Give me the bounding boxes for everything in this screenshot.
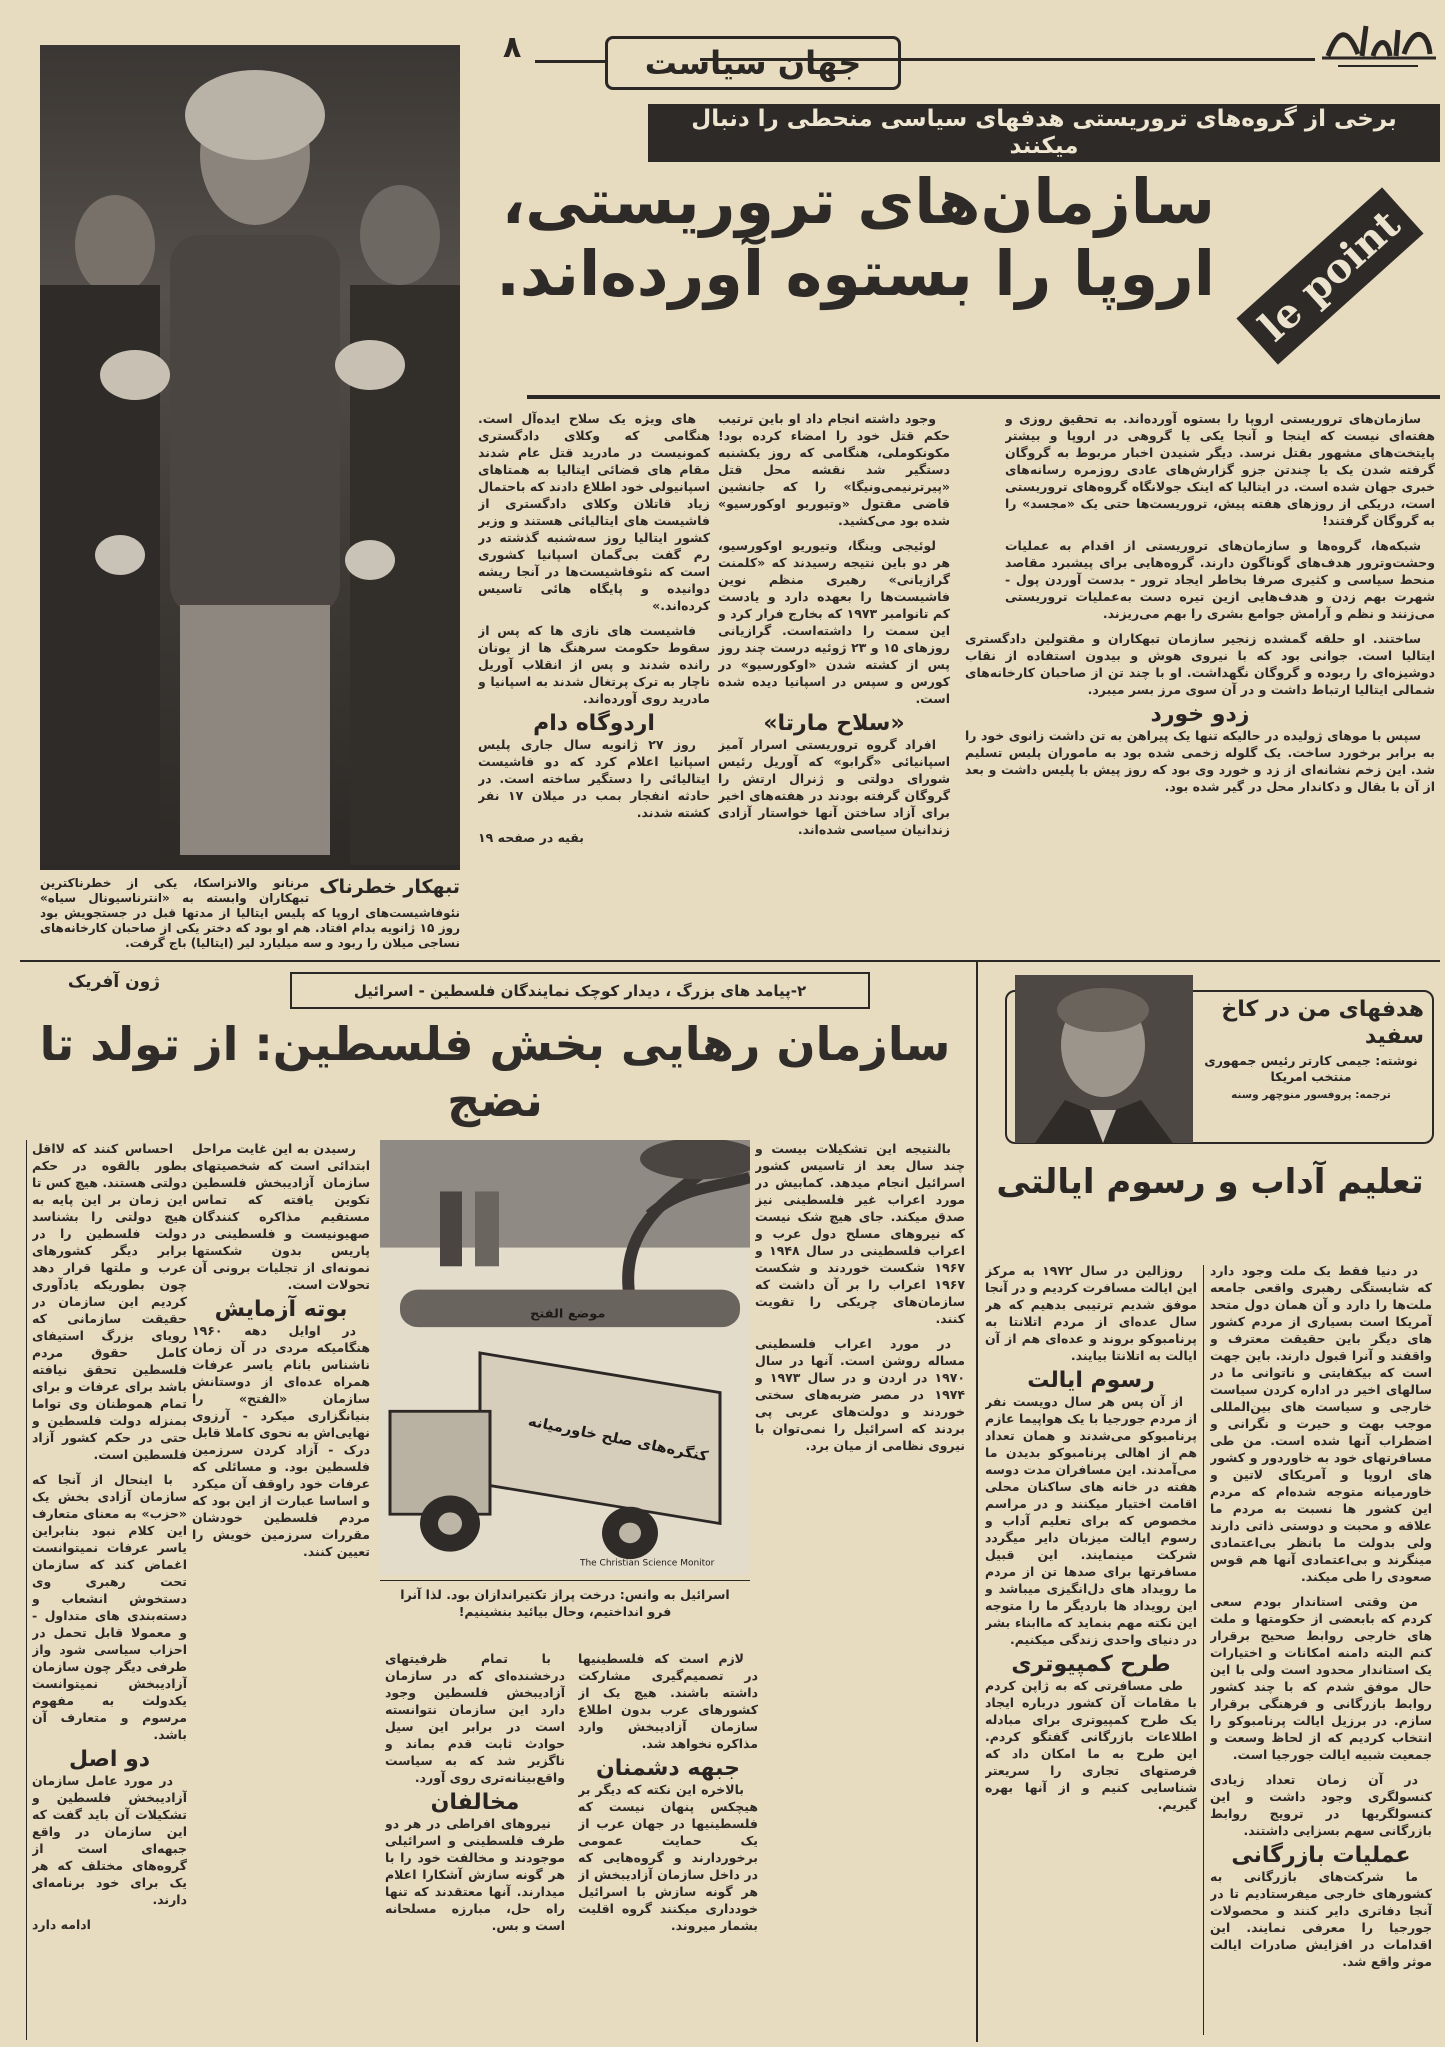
- section-title: جهان سیاست: [644, 44, 862, 82]
- body-paragraph: ما شرکت‌های بازرگانی به کشورهای خارجی میفرستادیم تا در آنجا دفاتری دایر کنند و محصولات جورجیا را معرفی نمایند. این اقدامات در افزایش صادرات ایالت موثر واقع شد.: [1210, 1869, 1432, 1969]
- main-headline-line2: اروپا را بستوه آورده‌اند.: [496, 237, 1215, 310]
- carter-headline: تعلیم آداب و رسوم ایالتی: [996, 1162, 1424, 1202]
- body-paragraph: رسیدن به این غایت مراحل ابتدائی است که شخصیتهای سازمان آزادیبخش فلسطین تکوین یافته که تماس مستقیم مذاکره کنندگان صهیونیست و فلسطینی در پاریس بدون شکستها نمونه‌ای از تجلیات برونی آن تحولات است.: [192, 1141, 370, 1292]
- lead-photo: [40, 45, 460, 870]
- top-column-1: [478, 410, 710, 950]
- photo-caption-title: تبهکار خطرناک: [319, 876, 460, 898]
- photo-caption: [40, 876, 460, 951]
- carter-title-stack: [1198, 996, 1424, 1102]
- body-paragraph: در اوایل دهه ۱۹۶۰ هنگامیکه مردی در آن زمان ناشناس بانام یاسر عرفات همراه عده‌ای از دوستانش سازمان «الفتح» را بنیانگزاری میکرد - آرزوی نهایی‌اش به نحوی کاملا قابل درک - آزاد کردن سرزمین فلسطین بود. و مسائلی که عرفات خود راوقف آن میکرد و اساسا عبارت از این بود که مردم فلسطین خودشان مقررات سرزمین خویش را تعیین کنند.: [192, 1323, 370, 1559]
- carter-column-right: [1210, 1262, 1432, 2042]
- body-paragraph: در آن زمان تعداد زیادی کنسولگری وجود داشت و این کنسولگریها در ترویج روابط بازرگانی سهم بسزایی داشتند.: [1210, 1772, 1432, 1838]
- kicker-text: برخی از گروه‌های تروریستی هدفهای سیاسی منحطی را دنبال میکنند: [691, 106, 1397, 159]
- top-column-4: [1005, 410, 1435, 625]
- body-paragraph: من وقتی استاندار بودم سعی کردم که بابعضی از حکومتها و ملت های خارجی روابط صحیح برقرار کنم البته دامنه امکانات و اختیارات یک استاندار محدود است ولی با این حال موفق شدم که با چند کشور روابط بازرگانی و فرهنگی برقرار سازم. در برزیل ایالت پرنامبوکو را انتخاب کردیم که از لحاظ وسعت و جمعیت شبیه ایالت جورجیا است.: [1210, 1594, 1432, 1762]
- carter-byline: نوشته: جیمی کارتر رئیس جمهوری منتخب امریکا: [1204, 1053, 1418, 1084]
- carter-box-title: هدفهای من در کاخ سفید: [1221, 997, 1424, 1049]
- headline-rule: [527, 395, 1440, 399]
- cartoon-credit: The Christian Science Monitor: [580, 1558, 715, 1569]
- subheading-computer-plan: طرح کمپیوتری: [1011, 1652, 1171, 1677]
- to-be-continued: ادامه دارد: [32, 1917, 91, 1932]
- body-paragraph: افراد گروه تروریستی اسرار آمیز اسپانیائی «گرابو» که آوریل رئیس شورای دولتی و ژنرال ارتش را گروگان گرفته بودند در هفته‌های اخیر برای آزاد ساختن آنها خواستار آزادی زندانیان سیاسی شده‌اند.: [718, 737, 950, 837]
- palestine-column-d: [578, 1650, 758, 2040]
- cartoon-tree-truck-icon: [380, 1140, 750, 1575]
- top-column-2: [718, 410, 950, 950]
- column-divider: [1203, 1265, 1204, 2035]
- newspaper-logo: [1318, 18, 1440, 80]
- body-paragraph: در مورد عامل سازمان آزادیبخش فلسطین و تشکیلات آن باید گفت که این سازمان در واقع جبهه‌ای است از گروه‌های مختلف که هر یک برای خود برنامه‌ای دارند.: [32, 1773, 187, 1907]
- portrait-photo-icon: [1015, 975, 1193, 1143]
- intro-paragraph-2: شبکه‌ها، گروه‌ها و سازمان‌های تروریستی از اقدام به عملیات وحشت‌وترور هدف‌های گوناگون دارند. گروه‌هایی برای پیشبرد مقاصد منحط سیاسی و کثیری صرفا بخاطر ایجاد ترور - بدست آوردن پول - شهرت بهم زدن و هدف‌هایی ازین تیره دست به‌عملیات تروریستی می‌زنند و نظم و آرامش جوامع بشری را بهم می‌ریزند.: [1005, 538, 1435, 621]
- subheading-state-customs: رسوم ایالت: [1027, 1368, 1155, 1393]
- body-paragraph: لازم است که فلسطینیها در تصمیم‌گیری مشارکت داشته باشند. هیچ یک از کشورهای عرب بدون اطلاع سازمان آزادیبخش وارد مذاکره نخواهد شد.: [578, 1651, 758, 1751]
- cartoon-rule: [380, 1580, 750, 1581]
- palestine-column-b: [192, 1140, 370, 2040]
- subheading-crucible: بوته آزمایش: [214, 1297, 348, 1322]
- carter-translator: ترجمه: پروفسور منوچهر وسنه: [1231, 1089, 1391, 1101]
- carter-portrait: [1015, 975, 1193, 1143]
- body-paragraph: از آن پس هر سال دویست نفر از مردم جورجیا با یک هواپیما عازم پرنامبوکو می‌شدند و همان تعداد هم از اهالی پرنامبوکو بدیدن ما می‌آمدند. این مسافران مدت دوسه هفته در خانه های ساکنان محلی اقامت اختیار میکنند و در مراسم مخصوص که برای تعلیم آداب و رسوم ایالت میزبان دایر میگردد شرکت مینمایند. این قبیل مسافرتها برای صدها تن از مردم ما رویداد های دل‌انگیزی میباشد و این رویداد ها باردیگر ما را متوجه این نکته مهم بنماید که ماابناء بشر در دنیای واحدی زندگی میکنیم.: [985, 1394, 1197, 1647]
- top-column-3: [965, 630, 1435, 950]
- subheading-enemy-front: جبهه دشمنان: [595, 1756, 741, 1781]
- editorial-cartoon: [380, 1140, 750, 1575]
- body-paragraph: روز ۲۷ ژانویه سال جاری پلیس اسپانیا اعلام کرد که دو فاشیست ایتالیائی را دستگیر ساخته است. در حادثه انفجار بمب در میلان ۱۷ نفر کشته شدند.: [478, 737, 710, 820]
- body-paragraph: فاشیست های نازی ها که پس از سقوط حکومت سرهنگ ها از یونان رانده شدند و پس از انقلاب آوریل ناچار به ترک پرتغال شدند به اسپانیا و مادرید روی آورده‌اند.: [478, 623, 710, 706]
- body-paragraph: های ویژه یک سلاح ایده‌آل است. هنگامی که وکلای دادگستری کمونیست در مادرید قتل عام شدند مقام های قضائی ایتالیا به همتاهای اسپانیولی خود اطلاع دادند که باحتمال زیاد قاتلان وکلای دادگستری از فاشیست های ایتالیائی هستند و وزیر کشور ایتالیا روز سه‌شنبه گذشته در رم گفت بی‌گمان اسپانیا کشوری است که نئوفاشیست‌ها در آنجا ریشه دوانیده و پایگاه هائی تاسیس کرده‌اند.»: [478, 411, 710, 613]
- palestine-column-e: [385, 1650, 565, 2040]
- palestine-column-a: [32, 1140, 187, 2040]
- main-headline-line1: سازمان‌های تروریستی،: [501, 165, 1215, 238]
- body-paragraph: بالنتیجه این تشکیلات بیست و چند سال بعد از تاسیس کشور اسرائیل انجام میدهد. کمابیش در مورد اعراب غیر فلسطینی نیز صدق میکند. جای هیچ شک نیست که نیروهای مسلح دول عرب و اعراب فلسطینی در سال ۱۹۴۸ و ۱۹۶۷ شکست خوردند و شکست ۱۹۶۷ اعراب را بر آن داشت که سازمان‌های چریکی را تقویت کنند.: [755, 1141, 965, 1326]
- series-box: [290, 972, 870, 1009]
- body-paragraph: وجود داشته انجام داد او باین ترتیب حکم قتل خود را امضاء کرده بود! مکونکوملی، هنگامی که روز یکشنبه دستگیر شد نقشه محل قتل «پیرترنیمی‌ونیگا» را که جانشین قاضی مقتول «وتیوریو اوکورسیو» شده بود می‌کشید.: [718, 411, 950, 528]
- source-label: ژون آفریک: [67, 972, 160, 992]
- cartoon-caption: اسرائیل به وانس: درخت پراز تکتیراندازان بود. لذا آنرا فرو انداختیم، وحال بیائید بنشینیم!: [400, 1587, 730, 1619]
- page-number: ۸: [503, 30, 522, 65]
- series-box-text: ۲-پیامد های بزرگ ، دیدار کوچک نمایندگان فلسطین - اسرائیل: [353, 982, 807, 1000]
- body-paragraph: ساختند. او حلقه گمشده زنجیر سازمان تبهکاران و مقتولین دادگستری ایتالیا است. جوانی بود که با نیروی هوش و بیدون استفاده از نقاب دوشیزه‌ای را ربوده و گروگان نگهداشت. او با چند تن از صاحبان کارخانه‌های شمالی ایتالیا ارتباط داشت و در آن سوی مرز بسر میبرد.: [965, 631, 1435, 697]
- palestine-headline: سازمان رهایی بخش فلسطین: از تولد تا نضج: [39, 1017, 951, 1127]
- body-paragraph: با تمام ظرفیتهای درخشنده‌ای که در سازمان آزادیبخش فلسطین وجود دارد این سازمان نتوانسته است در برابر این سیل حوادث ثابت قدم بماند و ناگزیر شد که به سیاست واقع‌بینانه‌تری روی آورد.: [385, 1651, 565, 1785]
- body-paragraph: نیروهای افراطی در هر دو طرف فلسطینی و اسرائیلی موجودند و مخالفت خود را با هر گونه سازش آشکارا اعلام میدارند. آنها معتقدند که تنها راه حل، مبارزه مسلحانه است و بس.: [385, 1816, 565, 1933]
- logo-calligraphy-icon: [1318, 18, 1440, 80]
- body-paragraph: لوئیجی وینگا، وتیوریو اوکورسیو، هر دو باین نتیجه رسیدند که «کلمنت گرازیانی» رهبری منظم نوین فاشیست‌ها را بعهده دارد و یادست کم تانوامبر ۱۹۷۳ که بخارج فرار کرد و این سمت را داشته‌است. گرازیانی روزهای ۱۵ و ۲۳ ژوئیه درست چند روز پس از کشته شدن «اوکورسیو» در کورس و سپس در اسپانیا دیده شده است.: [718, 538, 950, 706]
- cartoon-truck-label: کنگره‌های صلح خاورمیانه: [526, 1413, 710, 1465]
- subheading-opponents: مخالفان: [430, 1790, 520, 1815]
- section-divider: [20, 960, 1440, 962]
- body-paragraph: بالاخره این نکته که دیگر بر هیچکس پنهان نیست که فلسطینیها در جهان عرب از یک حمایت عمومی برخوردارند و گروه‌هایی که در داخل سازمان آزادیبخش از هر گونه سازش با اسرائیل خودداری میکنند گروه اقلیت بشمار میروند.: [578, 1782, 758, 1933]
- palestine-column-c: [755, 1140, 965, 1630]
- arrested-man-photo-icon: [40, 45, 460, 870]
- main-headline: [470, 166, 1215, 310]
- body-paragraph: سپس با موهای ژولیده در حالیکه تنها یک پیراهن به تن داشت زانوی خود را به برابر برخورد ساخت. یک گلوله زخمی شده بود به ماموران پلیس تسلیم شد. این زخم نشانه‌ای از زد و خورد وی بود که روز پیش با پلیس داشت و بعد از آن با بقال و دکاندار محل در گیر شده بود.: [965, 728, 1435, 794]
- body-paragraph: در دنیا فقط یک ملت وجود دارد که شایستگی رهبری واقعی جامعه ملت‌ها را دارد و آن همان دول متحد آمریکا است بسیاری از مردم کشور های دیگر باین حقیقت معترف و واقفند و آنرا قبول دارند. باین جهت است که بیکفایتی و ناتوانی ما در سالهای اخیر در اداره کردن سیاست خارجی و سیاست های بین‌المللی موجب بهت و حیرت و نگرانی و اضطراب آنها شده است. من طی مسافرتهای خود به خاوردور و کشور های اروپا و آمریکای لاتین و خاورمیانه متوجه شده‌ام که مردم این کشور ها نسبت به مردم ما علاقه و محبت و دوستی ذاتی دارند ولی بدولت ما بانظر بی‌اعتمادی مینگرند و بی‌اعتمادی آنها هم قوس صعودی را طی میکند.: [1210, 1263, 1432, 1584]
- column-divider: [976, 962, 978, 2042]
- column-divider: [26, 1140, 27, 2040]
- subheading-two-principles: دو اصل: [68, 1747, 151, 1772]
- body-paragraph: احساس کنند که لااقل بطور بالقوه در حکم دولتی هستند. هیچ کس تا این زمان بر این پایه به هیچ دولتی را بشناسد دولت فلسطین را در برابر دیگر کشورهای عرب و ملتها قرار دهد چون بطوریکه یادآوری کردیم این سازمان در حقیقت سازمانی که رویای بزرگ استیفای کامل حقوق مردم فلسطین تحقق نیافته باشد برای عرفات و برای تمام هموطنان وی تواما بمنزله دولت فلسطین و حتی در حکم کشور آزاد فلسطین است.: [32, 1141, 187, 1462]
- cartoon-log-label: موضع الفتح: [530, 1306, 606, 1321]
- intro-paragraph-1: سازمان‌های تروریستی اروپا را بستوه آورده‌اند. به تحقیق روزی و هفته‌ای نیست که اینجا و آنجا یکی یا گروهی در اروپا و بیشتر پایتخت‌های مشهور بقتل نرسد. دیگر شنیدن اخبار مربوط به گروگان گرفته شدن یک یا چندتن جزو گزارش‌های عادی روزمره رسانه‌های خبری جهان شده است. در ایتالیا که اینک جولانگاه گروه‌های تروریستی است، دریکی از روزهای هفته پیش، تروریست‌ها حتی یک «مجسد» را به گروگان گرفتند!: [1005, 411, 1435, 528]
- body-paragraph: با اینحال از آنجا که سازمان آزادی بخش یک «حزب» به معنای متعارف این کلام نبود بنابراین یاسر عرفات نمیتوانست اغماض کند که سازمان تحت رهبری وی دستخوش انشعاب و دسته‌بندی های متداول - و معمولا قابل تحمل در احزاب سیاسی شود واز طرفی دیگر چون سازمان آزادیبخش نمیتوانست یکدولت به مفهوم مرسوم و متعارف آن باشد.: [32, 1472, 187, 1742]
- le-point-logo: le point: [1250, 200, 1410, 351]
- subheading-trap-camp: اردوگاه دام: [533, 711, 655, 736]
- body-paragraph: طی مسافرتی که به ژاپن کردم با مقامات آن کشور درباره ایجاد یک طرح کمپیوتری برای مبادله اطلاعات بازرگانی گفتگو کردم. این طرح به ما امکان داد که فرصتهای تجاری را سریعتر شناسایی کنیم و از آنها بهره گیریم.: [985, 1678, 1197, 1812]
- subheading-martha-weapon: «سلاح مارتا»: [763, 711, 905, 736]
- subheading-commercial-operations: عملیات بازرگانی: [1231, 1843, 1411, 1868]
- carter-column-left: [985, 1262, 1197, 2042]
- body-paragraph: در مورد اعراب فلسطینی مساله روشن است. آنها در سال ۱۹۷۰ در اردن و در سال ۱۹۷۳ و ۱۹۷۴ در مصر ضربه‌های سختی خوردند و دولت‌های عربی پی بردند که اسرائیل را نمی‌توان با نیروی نظامی از میان برد.: [755, 1336, 965, 1453]
- kicker-banner: [648, 104, 1440, 162]
- continued-note: بقیه در صفحه ۱۹: [478, 830, 584, 845]
- subheading-clash: زدو خورد: [1150, 702, 1250, 727]
- section-title-box: [605, 36, 901, 90]
- body-paragraph: روزالین در سال ۱۹۷۲ به مرکز این ایالت مسافرت کردیم و در آنجا موفق شدیم ترتیبی بدهیم که هر سال عده‌ای از مردم اتلانتا به پرنامبوکو بروند و عده‌ای هم از آن ایالت به اتلانتا بیایند.: [985, 1263, 1197, 1363]
- le-point-badge: [1236, 187, 1423, 364]
- masthead-rule-left: [535, 60, 605, 63]
- photo-caption-text: مرنانو والانزاسکا، یکی از خطرناکترین تبهکاران وابسته به «انترناسیونال سیاه» نئوفاشیست‌های اروپا که پلیس ایتالیا از مدتها قبل در جستجویش بود روز ۱۵ ژانویه بدام افتاد. هم او بود که دختر یکی از صاحبان کارخانه‌های نساجی میلان را ربود و سه میلیارد لیر (ایتالیا) باج گرفت.: [40, 876, 460, 950]
